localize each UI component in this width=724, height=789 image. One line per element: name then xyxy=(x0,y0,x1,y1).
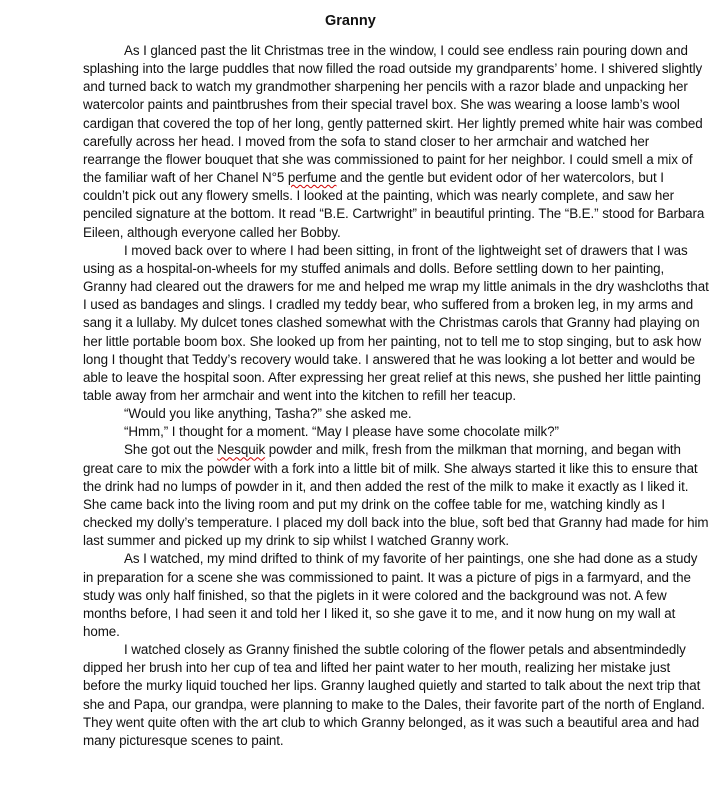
paragraph-text: and the gentle but evident odor of her watercolors, but I couldn’t pick out any flowery smells. I looked at the painting, which was nearly complete, and saw her penciled signature at the bottom. It read “B.E. Cartwright” in beautiful printing. The “B.E.” stood for Barbara Eileen, although everyone called her Bobby. xyxy=(83,170,705,240)
paragraph xyxy=(83,641,710,750)
paragraph xyxy=(83,242,710,405)
document-body xyxy=(83,42,710,750)
paragraph xyxy=(83,441,710,550)
paragraph-text: “Would you like anything, Tasha?” she asked me. xyxy=(124,406,412,422)
spellcheck-flagged-word: Nesquik xyxy=(217,442,266,458)
paragraph xyxy=(83,405,710,423)
paragraph-text: I moved back over to where I had been sitting, in front of the lightweight set of drawers that I was using as a hospital-on-wheels for my stuffed animals and dolls. Before settling down to her painting, Granny had cleared out the drawers for me and helped me wrap my little animals in the dry washcloths that I used as bandages and slings. I cradled my teddy bear, who suffered from a broken leg, in my arms and sang it a lullaby. My dulcet tones clashed somewhat with the Christmas carols that Granny had playing on her little portable boom box. She looked up from her painting, not to tell me to stop singing, but to ask how long I thought that Teddy’s recovery would take. I answered that he was looking a lot better and would be able to leave the hospital soon. After expressing her great relief at this news, she pushed her little painting table away from her armchair and went into the kitchen to refill her teacup. xyxy=(83,242,709,403)
spellcheck-flagged-word: perfume xyxy=(287,170,337,186)
paragraph-text: powder and milk, fresh from the milkman that morning, and began with great care to mix the powder with a fork into a little bit of milk. She always started it like this to ensure that the drink had no lumps of powder in it, and then added the rest of the milk to make it exactly as I liked it. She came back into the living room and put my drink on the coffee table for me, watching kindly as I checked my dolly’s temperature. I placed my doll back into the blue, soft bed that Granny had made for him last summer and picked up my drink to sip whilst I watched Granny work. xyxy=(83,442,709,549)
document-title: Granny xyxy=(325,13,376,29)
paragraph xyxy=(83,550,710,641)
paragraph-text: I watched closely as Granny finished the subtle coloring of the flower petals and absentmindedly dipped her brush into her cup of tea and lifted her paint water to her mouth, realizing her mistake just before the murky liquid touched her lips. Granny laughed quietly and started to talk about the next trip that she and Papa, our grandpa, were planning to make to the Dales, their favorite part of the north of England. They went quite often with the art club to which Granny belonged, as it was such a beautiful area and had many picturesque scenes to paint. xyxy=(83,642,705,748)
paragraph-text: As I glanced past the lit Christmas tree in the window, I could see endless rain pouring down and splashing into the large puddles that now filled the road outside my grandparents’ home. I shivered slightly and turned back to watch my grandmother sharpening her pencils with a razor blade and unpacking her watercolor paints and paintbrushes from their special travel box. She was wearing a loose lamb’s wool cardigan that covered the top of her long, gently patterned skirt. Her lightly premed white hair was combed carefully across her head. I moved from the sofa to stand closer to her armchair and watched her rearrange the flower bouquet that she was commissioned to paint for her neighbor. I could smell a mix of the familiar waft of her Chanel N°5 xyxy=(83,43,703,186)
paragraph-text: “Hmm,” I thought for a moment. “May I please have some chocolate milk?” xyxy=(124,424,559,440)
paragraph xyxy=(83,423,710,441)
paragraph-text: As I watched, my mind drifted to think of my favorite of her paintings, one she had done as a study in preparation for a scene she was commissioned to paint. It was a picture of pigs in a farmyard, and the study was only half finished, so that the piglets in it were colored and the background was not. A few months before, I had seen it and told her I liked it, so she gave it to me, and it now hung on my wall at home. xyxy=(83,551,698,639)
paragraph xyxy=(83,42,710,242)
paragraph-text: She got out the xyxy=(124,442,218,458)
